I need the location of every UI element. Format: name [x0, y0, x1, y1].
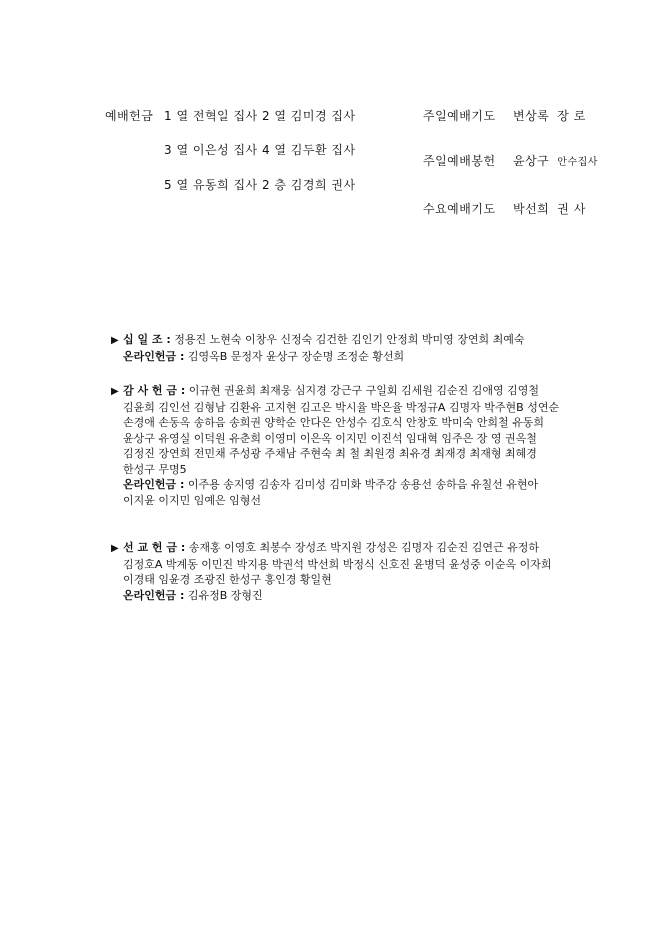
triangle-right-icon: ▶	[111, 543, 119, 554]
prayer-role: 주일예배기도	[423, 109, 496, 123]
prayer-title: 권 사	[557, 202, 586, 216]
thanksgiving-section	[111, 383, 571, 508]
prayer-title: 안수집사	[557, 157, 598, 168]
name-line: 송재홍 이영호 최봉수 장성조 박지원 강성은 김명자 김순진 김연근 유정하	[188, 541, 539, 554]
name-line: 윤상구 유영실 이덕원 유춘희 이영미 이은옥 이지민 이진석 임대혁 임주은 장 영 권옥철	[123, 431, 537, 445]
name-line: 이규현 권윤희 최재웅 심지경 강근구 구일회 김세원 김순진 김애영 김영철	[188, 384, 539, 397]
prayer-role: 주일예배봉헌	[423, 154, 496, 168]
section-header-line	[111, 540, 571, 557]
section-label: 선 교 헌 금 :	[123, 541, 186, 554]
tithe-section	[111, 332, 571, 364]
prayer-row	[423, 200, 586, 217]
online-line	[111, 477, 571, 493]
offering-line: 3 열 이은성 집사 4 열 김두환 집사	[164, 143, 356, 157]
triangle-right-icon: ▶	[111, 335, 119, 346]
section-label: 십 일 조 :	[123, 333, 171, 346]
section-header-line	[111, 332, 571, 349]
triangle-right-icon: ▶	[111, 386, 119, 397]
prayer-name: 박선희	[513, 202, 550, 216]
online-line	[111, 588, 571, 604]
offering-line: 5 열 유동희 집사 2 층 김경희 권사	[164, 178, 356, 192]
prayer-row	[423, 152, 598, 169]
name-line: 한성구 무명5	[123, 462, 187, 476]
prayer-name: 윤상구	[513, 154, 550, 168]
name-line: 김정호A 박계동 이민진 박지용 박권석 박선희 박정식 신호진 윤병덕 윤성중 이순옥 이자희	[123, 557, 552, 571]
mission-section	[111, 540, 571, 603]
prayer-role: 수요예배기도	[423, 202, 496, 216]
section-label: 감 사 헌 금 :	[123, 384, 186, 397]
name-line: 이주용 송지영 김송자 김미성 김미화 박주강 송용선 송하음 유칠선 유현아	[187, 478, 539, 491]
section-header-line	[111, 383, 571, 400]
offering-label: 예배헌금	[105, 109, 154, 123]
online-label: 온라인헌금 :	[123, 588, 185, 602]
online-label: 온라인헌금 :	[123, 349, 185, 363]
online-line	[111, 349, 571, 365]
prayer-name: 변상록	[513, 109, 550, 123]
name-line: 김유정B 장형진	[187, 588, 263, 602]
name-line: 손경애 손동옥 송하음 송희권 양학순 안다은 안성수 김호식 안창호 박미숙 안희철 유동희	[123, 416, 544, 429]
name-line: 김영옥B 문정자 윤상구 장순명 조정순 황선희	[187, 349, 405, 363]
name-line: 이지윤 이지민 임예은 임형선	[123, 493, 262, 507]
name-line: 정용진 노현숙 이창우 신정숙 김건한 김인기 안정희 박미영 장연희 최예숙	[174, 333, 525, 346]
online-label: 온라인헌금 :	[123, 478, 185, 491]
name-line: 이경태 임윤경 조광진 한성구 홍인경 황일현	[123, 573, 332, 586]
prayer-title: 장 로	[557, 109, 586, 123]
name-line: 김정진 장연희 전민채 주성광 주채남 주현숙 최 철 최원경 최유경 최재경 최재형 최혜경	[123, 447, 537, 460]
prayer-row	[423, 107, 586, 124]
name-line: 김윤희 김인선 김형남 김환유 고지현 김고은 박시율 박은율 박정규A 김명자 박주현B 성연순	[123, 400, 560, 414]
offering-line: 1 열 전혁일 집사 2 열 김미경 집사	[164, 109, 356, 123]
